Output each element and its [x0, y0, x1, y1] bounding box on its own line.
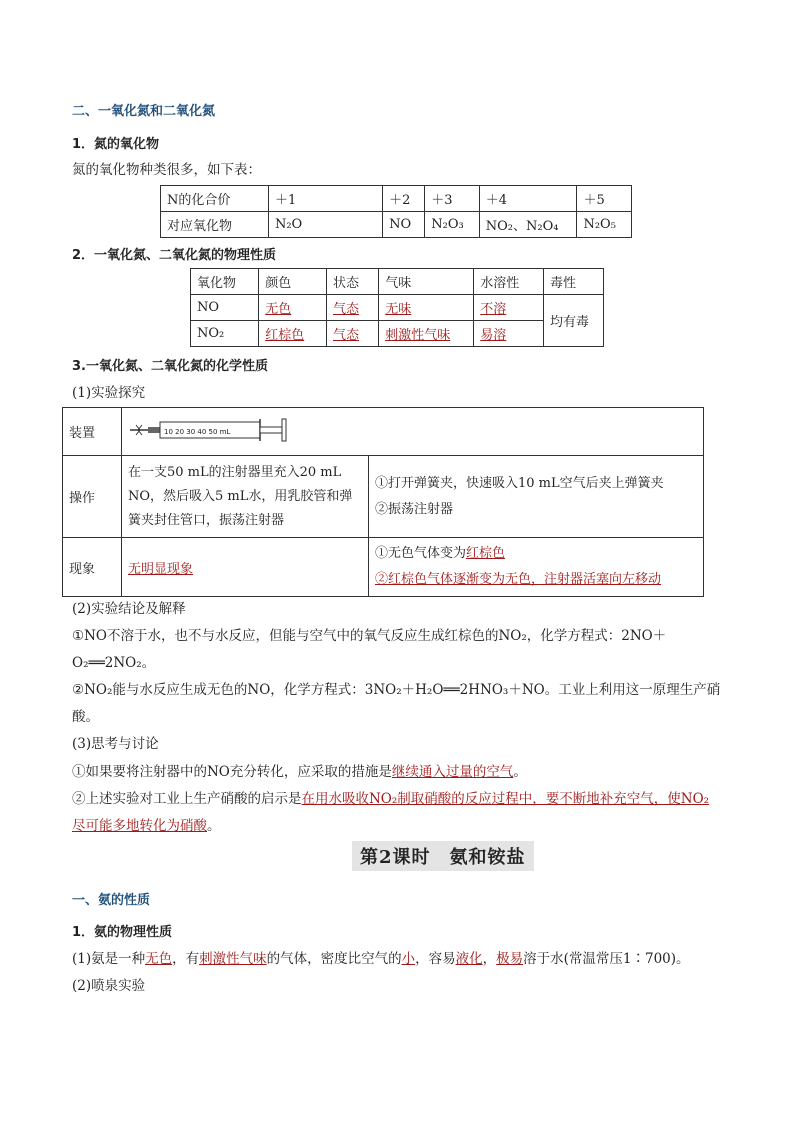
oxides-valence-table	[160, 185, 632, 238]
experiment-table	[62, 407, 704, 597]
table2-answer: 刺激性气味	[385, 328, 451, 343]
table1-row-label: 对应氧化物	[161, 212, 269, 238]
table2-header: 毒性	[543, 269, 603, 295]
table2-toxicity: 均有毒	[543, 295, 603, 347]
operation-left-line: NO，然后吸入5 mL水，用乳胶管和弹	[128, 488, 353, 504]
operation-left-line: 在一支50 mL的注射器里充入20 mL	[128, 464, 342, 480]
table1-cell: ＋1	[268, 186, 382, 212]
table2-header: 气味	[379, 269, 474, 295]
phenomenon-label: 现象	[63, 538, 122, 597]
discussion-2-text: ②上述实验对工业上生产硝酸的启示是	[72, 791, 302, 807]
answer-density: 小	[401, 951, 416, 967]
discussion-2-answer-2: 尽可能多地转化为硝酸	[72, 818, 207, 834]
experiment-heading: (1)实验探究	[72, 385, 146, 401]
device-cell	[122, 408, 704, 456]
subsection-title-ammonia-physical: 1．氨的物理性质	[72, 925, 173, 940]
answer-liquefy: 液化	[455, 951, 483, 967]
table2-answer: 不溶	[480, 302, 507, 317]
table1-cell: ＋5	[577, 186, 632, 212]
table2-cell: NO	[191, 295, 259, 321]
physical-properties-table	[190, 268, 604, 347]
discussion-2-answer-1: 在用水吸收NO₂制取硝酸的反应过程中，要不断地补充空气，使NO₂	[301, 791, 710, 807]
operation-label: 操作	[63, 456, 122, 538]
text-segment: ，有	[172, 951, 200, 967]
discussion-2-end: 。	[207, 818, 221, 834]
table1-cell: NO	[383, 212, 425, 238]
phenomenon-right-1-answer: 红棕色	[466, 546, 506, 561]
discussion-heading: (3)思考与讨论	[72, 736, 159, 752]
table1-cell: N₂O₅	[577, 212, 632, 238]
table2-answer: 无色	[265, 302, 292, 317]
table2-header: 水溶性	[474, 269, 544, 295]
text-segment: ，	[482, 951, 497, 967]
table2-answer: 易溶	[480, 328, 507, 343]
text-segment: (1)氨是一种	[72, 951, 146, 967]
table2-header: 颜色	[259, 269, 327, 295]
syringe-scale: 10 20 30 40 50 mL	[164, 427, 231, 436]
table1-cell: NO₂、N₂O₄	[479, 212, 577, 238]
operation-right-line: ②振荡注射器	[375, 501, 454, 517]
table2-answer: 无味	[385, 302, 412, 317]
table2-header: 状态	[326, 269, 378, 295]
operation-right-line: ①打开弹簧夹，快速吸入10 mL空气后夹上弹簧夹	[375, 475, 664, 491]
syringe-image	[128, 413, 298, 447]
conclusion-1-line-2: O₂══2NO₂。	[72, 655, 156, 671]
discussion-2-line-1	[72, 787, 709, 807]
table2-header: 氧化物	[191, 269, 259, 295]
conclusion-2-line-2: 酸。	[72, 709, 99, 725]
answer-odor: 刺激性气味	[199, 951, 267, 967]
subsection-title-chemical: 3.一氧化氮、二氧化氮的化学性质	[72, 359, 268, 374]
discussion-1-answer: 继续通入过量的空气	[391, 764, 514, 780]
table2-answer: 气态	[332, 302, 359, 317]
subsection-title-nitrogen-oxides: 1．氮的氧化物	[72, 137, 160, 152]
discussion-1	[72, 760, 527, 780]
discussion-1-text: ①如果要将注射器中的NO充分转化，应采取的措施是	[72, 764, 392, 780]
text-segment: ，容易	[415, 951, 456, 967]
section-title-ammonia: 一、氨的性质	[72, 893, 151, 908]
phenomenon-left: 无明显现象	[128, 561, 194, 577]
text-segment: 的气体，密度比空气的	[266, 951, 402, 967]
table2-cell: NO₂	[191, 321, 259, 347]
table1-cell: N₂O₃	[425, 212, 480, 238]
section-title-no-no2: 二、一氧化氮和二氧化氮	[72, 104, 216, 119]
intro-text: 氮的氧化物种类很多，如下表：	[72, 162, 261, 178]
discussion-2-line-2	[72, 814, 221, 834]
phenomenon-right-1	[375, 541, 697, 567]
subsection-title-physical: 2．一氧化氮、二氧化氮的物理性质	[72, 248, 277, 263]
conclusion-2-line-1: ②NO₂能与水反应生成无色的NO，化学方程式：3NO₂＋H₂O══2HNO₃＋NO。工业上利用这一原理生产硝	[72, 682, 721, 698]
lesson-title: 第2课时 氨和铵盐	[352, 841, 534, 871]
table1-cell: ＋2	[383, 186, 425, 212]
phenomenon-right-2: ②红棕色气体逐渐变为无色，注射器活塞向左移动	[375, 572, 662, 587]
phenomenon-right-1-prefix: ①无色气体变为	[375, 546, 467, 561]
device-label: 装置	[63, 408, 122, 456]
conclusion-heading: (2)实验结论及解释	[72, 601, 186, 617]
ammonia-physical-text	[72, 947, 690, 967]
answer-colorless: 无色	[145, 951, 173, 967]
table1-row-label: N的化合价	[161, 186, 269, 212]
conclusion-1-line-1: ①NO不溶于水，也不与水反应，但能与空气中的氧气反应生成红棕色的NO₂，化学方程式：2NO＋	[72, 628, 667, 644]
fountain-experiment-heading: (2)喷泉实验	[72, 978, 146, 994]
answer-solubility: 极易	[496, 951, 524, 967]
table2-answer: 气态	[332, 328, 359, 343]
discussion-1-end: 。	[513, 764, 527, 780]
operation-left-line: 簧夹封住管口，振荡注射器	[128, 512, 285, 528]
text-segment: 溶于水(常温常压1∶700)。	[523, 951, 690, 967]
table1-cell: N₂O	[268, 212, 382, 238]
table1-cell: ＋3	[425, 186, 480, 212]
table2-answer: 红棕色	[265, 328, 305, 343]
table1-cell: ＋4	[479, 186, 577, 212]
